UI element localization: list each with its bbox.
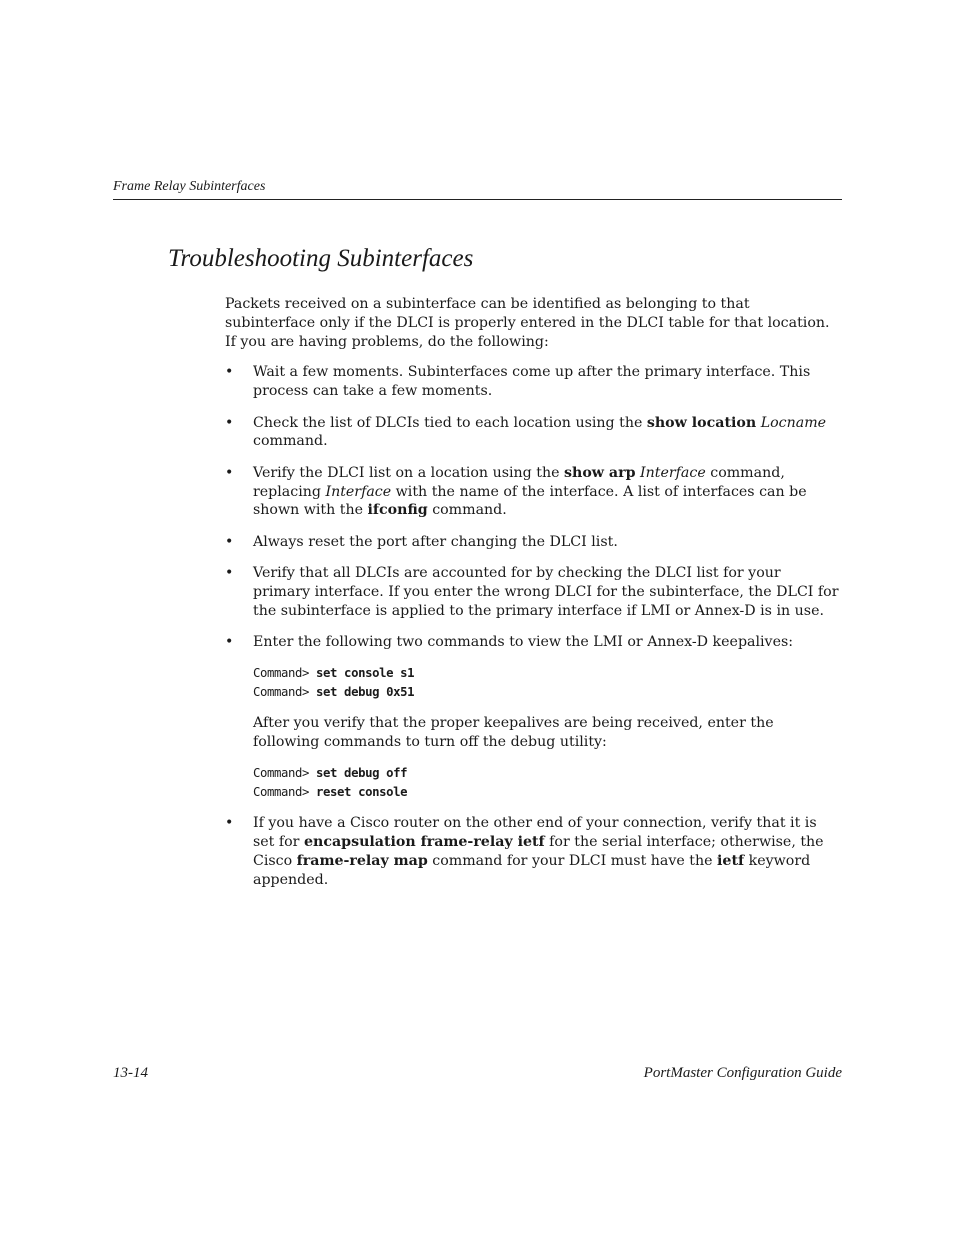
bullet-text: command. <box>427 502 507 519</box>
command-text: encapsulation frame-relay ietf <box>303 833 545 850</box>
page-number: 13-14 <box>113 1065 148 1081</box>
code-block <box>253 764 842 802</box>
bullet-text: with the name of the interface. A list of interfaces can be shown with the <box>253 483 807 519</box>
bullet-text: Always reset the port after changing the DLCI list. <box>253 533 618 550</box>
code-command: reset console <box>316 784 408 799</box>
body-text <box>225 295 842 902</box>
bullet-text: Check the list of DLCIs tied to each location using the <box>253 414 647 431</box>
code-command: set console s1 <box>316 665 415 680</box>
bullet-text: for the serial interface; otherwise, the Cisco <box>253 833 824 869</box>
book-title: PortMaster Configuration Guide <box>643 1065 842 1081</box>
command-text: ietf <box>717 852 745 869</box>
list-item <box>225 464 842 520</box>
list-item <box>225 814 842 889</box>
command-text: show arp <box>564 464 636 481</box>
bullet-text: Verify the DLCI list on a location using the <box>253 464 565 481</box>
code-prompt: Command> <box>253 665 310 680</box>
bullet-text: Verify that all DLCIs are accounted for by checking the DLCI list for your primary interface. If you enter the wrong DLCI for the subinterface, the DLCI for the subinterface is applied to the primary interface if LMI or Annex-D is in use. <box>253 565 839 619</box>
list-item <box>225 633 842 801</box>
command-text: show location <box>646 414 757 431</box>
command-text: frame-relay map <box>296 852 428 869</box>
code-line <box>253 764 842 783</box>
bullet-text: If you have a Cisco router on the other end of your connection, verify that it is set for <box>253 815 817 850</box>
header-rule <box>113 199 842 200</box>
bullet-text: command for your DLCI must have the <box>427 852 718 869</box>
code-prompt: Command> <box>253 684 310 699</box>
section-title: Troubleshooting Subinterfaces <box>168 245 474 272</box>
command-text: ifconfig <box>367 502 428 519</box>
bullet-text: • Enter the following two commands to view the LMI or Annex-D keepalives: <box>253 634 794 651</box>
code-line <box>253 664 842 683</box>
code-line <box>253 683 842 702</box>
argument-text: Interface <box>640 464 706 481</box>
bullet-text: Wait a few moments. Subinterfaces come up after the primary interface. This process can take a few moments. <box>253 364 811 400</box>
list-item <box>225 363 842 401</box>
code-prompt: Command> <box>253 784 310 799</box>
code-prompt: Command> <box>253 765 310 780</box>
argument-text: Interface <box>325 483 392 500</box>
code-command: set debug 0x51 <box>316 684 415 699</box>
running-head: Frame Relay Subinterfaces <box>113 179 266 194</box>
code-block <box>253 664 842 702</box>
code-line <box>253 783 842 802</box>
intro-paragraph: Packets received on a subinterface can be identified as belonging to that subinterface only if the DLCI is properly entered in the DLCI table for that location. If you are having problems, do the following: <box>225 296 830 350</box>
bullet-text: command, replacing <box>253 464 785 500</box>
troubleshooting-list <box>225 363 842 889</box>
code-command: set debug off <box>316 765 408 780</box>
list-item <box>225 414 842 452</box>
list-item <box>225 564 842 620</box>
list-item <box>225 533 842 552</box>
argument-text: Locname <box>760 414 827 431</box>
bullet-text: After you verify that the proper keepalives are being received, enter the following commands to turn off the debug utility: <box>253 714 774 750</box>
bullet-text: keyword appended. <box>253 852 811 888</box>
bullet-text: command. <box>253 433 328 450</box>
